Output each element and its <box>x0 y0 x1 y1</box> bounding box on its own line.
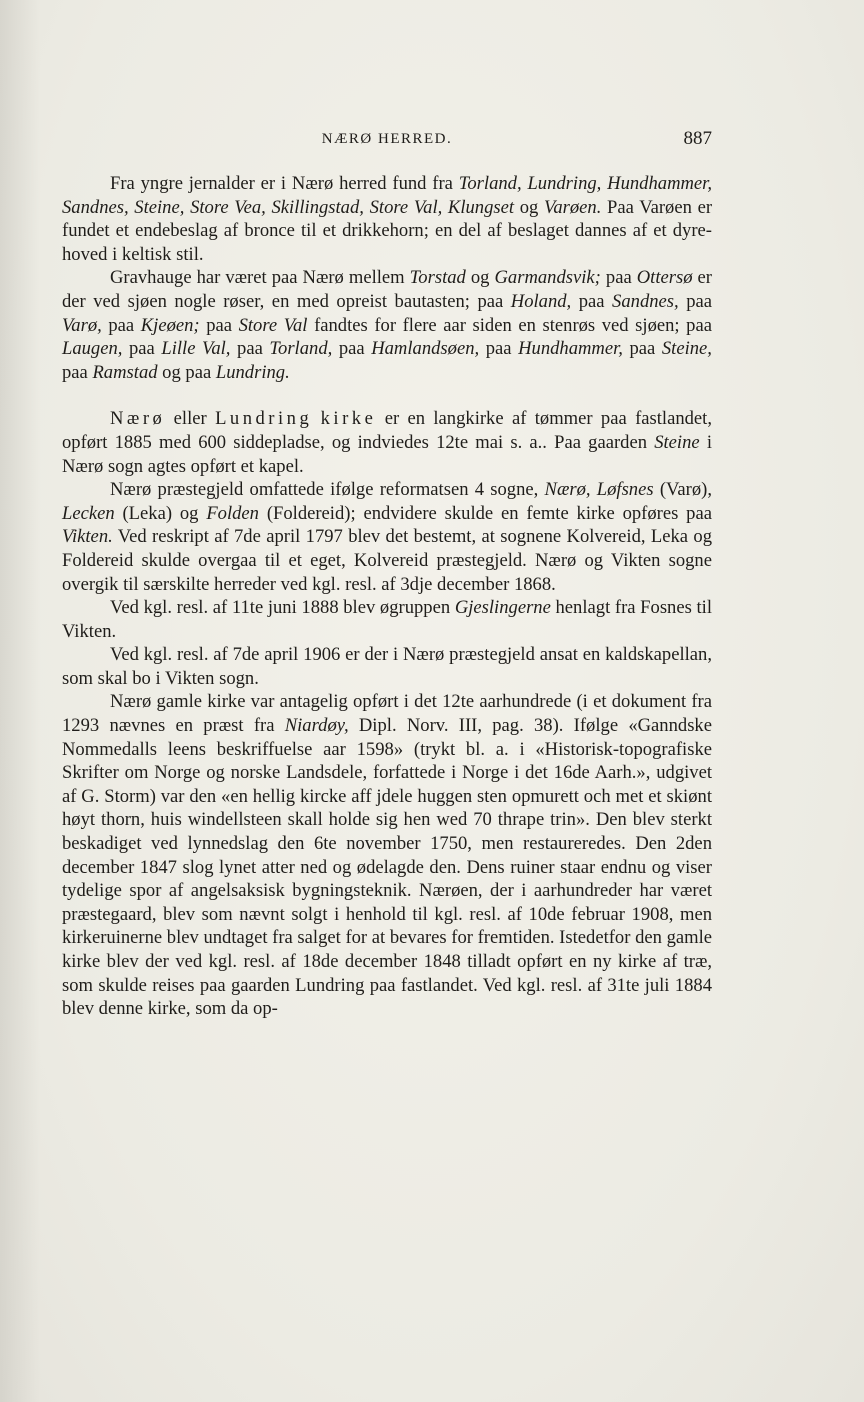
text-run: og <box>465 267 495 289</box>
text-run: Dipl. Norv. III, pag. 38). Ifølge «Ganndske Nommedalls leens beskriffuelse aar 1598» (trykt bl. a. i «Historisk-topografiske Skrifter om Norge og norske Landsdele, forfattede i Norge i det 16de Aarh.», udgivet af G. Storm) var den «en hellig kircke aff jdele huggen sten opmurett och met et skiønt høyt thorn, huis windellsteen skall holde sig hen wed 70 thrape trin». Den blev sterkt beskadiget ved lynnedslag den 6te november 1750, men restaureredes. Den 2den december 1847 slog lynet atter ned og ødelagde den. Dens ruiner staar endnu og viser tydelige spor af angelsaksisk bygningsteknik. Nærøen, der i aarhundreder har været præstegaard, blev som nævnt solgt i henhold til kgl. resl. af 10de februar 1908, men kirkeruinerne blev undtaget fra salget for at bevares for fremtiden. Istedetfor den gamle kirke blev der ved kgl. resl. af 18de december 1848 tilladt opført en ny kirke af træ, som skulde reises paa gaarden Lundring paa fastlandet. Ved kgl. resl. af 31te juli 1884 blev denne kirke, som da op- <box>62 715 712 1020</box>
text-run: og paa <box>157 361 216 383</box>
text-run: paa <box>622 338 662 360</box>
italic-term: Lecken <box>62 502 115 524</box>
italic-term: Folden <box>206 502 259 524</box>
italic-term: Laugen, <box>62 338 123 360</box>
paragraph <box>62 643 712 690</box>
italic-term: Vikten. <box>62 526 113 548</box>
text-run: paa <box>230 338 270 360</box>
text-run: Ved kgl. resl. af 11te juni 1888 blev øgruppen <box>110 597 455 619</box>
italic-term: Store Val <box>238 314 308 336</box>
text-run: Ved kgl. resl. af 7de april 1906 er der i Nærø præstegjeld ansat en kaldskapellan, som skal bo i Vikten sogn. <box>62 644 712 689</box>
text-run: Nærø præstegjeld omfattede ifølge reformatsen 4 sogne, <box>110 479 545 501</box>
italic-term: Lundring. <box>215 361 290 383</box>
spaced-term: Lundring <box>215 408 313 430</box>
italic-term: Torstad <box>409 267 466 289</box>
running-title: NÆRØ HERRED. <box>321 131 453 147</box>
text-run: paa <box>122 338 162 360</box>
spaced-term: Nærø <box>110 408 166 430</box>
text-run: eller <box>165 408 216 430</box>
italic-term: Garmandsvik; <box>494 267 601 289</box>
italic-term: Hundhammer, <box>518 338 623 360</box>
text-run <box>312 408 320 429</box>
italic-term: Torland, <box>458 173 522 194</box>
text-run: Gravhauge har været paa Nærø mellem <box>110 267 410 289</box>
paragraph <box>62 172 712 266</box>
text-run: paa <box>571 290 613 312</box>
italic-term: Hamlandsøen, <box>371 338 480 360</box>
text-run: paa <box>678 290 712 312</box>
body-text <box>62 172 712 1021</box>
italic-term: Kjeøen; <box>140 314 200 336</box>
text-run: og <box>514 196 545 218</box>
paragraph <box>62 690 712 1020</box>
text-run: er en langkirke af tømmer paa fastlandet, opført 1885 med 600 siddepladse, og indviedes 12te mai s. a.. Paa gaarden <box>62 408 713 453</box>
italic-term: Lundring, Hundhammer, Sandnes, Steine, Store Vea, Skillingstad, Store Val, Klungset <box>62 173 712 218</box>
italic-term: Gjeslingerne <box>454 597 551 619</box>
text-run: paa <box>199 314 239 336</box>
text-run: (Varø), <box>653 479 712 501</box>
paragraph <box>62 596 712 643</box>
text-run: Ved reskript af 7de april 1797 blev det bestemt, at sognene Kolvereid, Leka og Foldereid skulde overgaa til et eget, Kolvereid præstegjeld. Nærø og Vikten sogne overgik til særskilte herreder ved kgl. resl. af 3dje december 1868. <box>62 526 712 595</box>
italic-term: Niardøy, <box>284 715 349 737</box>
italic-term: Varø, <box>62 314 102 336</box>
paragraph <box>62 478 712 596</box>
italic-term: Torland, <box>269 338 333 360</box>
text-run: henlagt fra Fosnes til Vikten. <box>62 597 712 642</box>
page-header <box>62 128 712 154</box>
text-run: paa <box>600 267 637 289</box>
text-run: (Leka) og <box>114 502 207 524</box>
italic-term: Sandnes, <box>612 290 679 312</box>
page-crease-shadow <box>0 0 40 1402</box>
italic-term: Varøen. <box>544 196 602 218</box>
italic-term: Steine, <box>661 338 712 360</box>
text-run: paa <box>62 361 93 383</box>
text-run: Paa Varøen er fundet et endebeslag af bronce til et drikkehorn; en del af beslaget dannes af et dyrehoved i keltisk stil. <box>62 196 713 265</box>
italic-term: Steine <box>654 431 700 453</box>
paragraph <box>62 407 712 478</box>
italic-term: Ramstad <box>92 361 158 383</box>
text-run: paa <box>479 338 519 360</box>
text-run: paa <box>332 338 372 360</box>
text-run: paa <box>101 314 141 336</box>
italic-term: Ottersø <box>636 267 693 289</box>
text-run: fandtes for flere aar siden en stenrøs ved sjøen; paa <box>307 314 712 336</box>
page-number: 887 <box>683 128 712 149</box>
spaced-term: kirke <box>320 408 377 430</box>
italic-term: Lille Val, <box>161 338 231 360</box>
italic-term: Nærø, Løfsnes <box>544 479 654 501</box>
italic-term: Holand, <box>510 290 572 312</box>
text-run: (Foldereid); endvidere skulde en femte kirke opføres paa <box>258 502 712 524</box>
text-run: Nærø gamle kirke var antagelig opført i det 12te aarhundrede (i et dokument fra 1293 nævnes en præst fra <box>62 691 712 737</box>
text-run: er der ved sjøen nogle røser, en med opreist bautasten; paa <box>62 267 713 312</box>
paragraph <box>62 266 712 384</box>
text-run: i Nærø sogn agtes opført et kapel. <box>62 431 712 477</box>
text-run: Fra yngre jernalder er i Nærø herred fund fra <box>110 173 459 194</box>
